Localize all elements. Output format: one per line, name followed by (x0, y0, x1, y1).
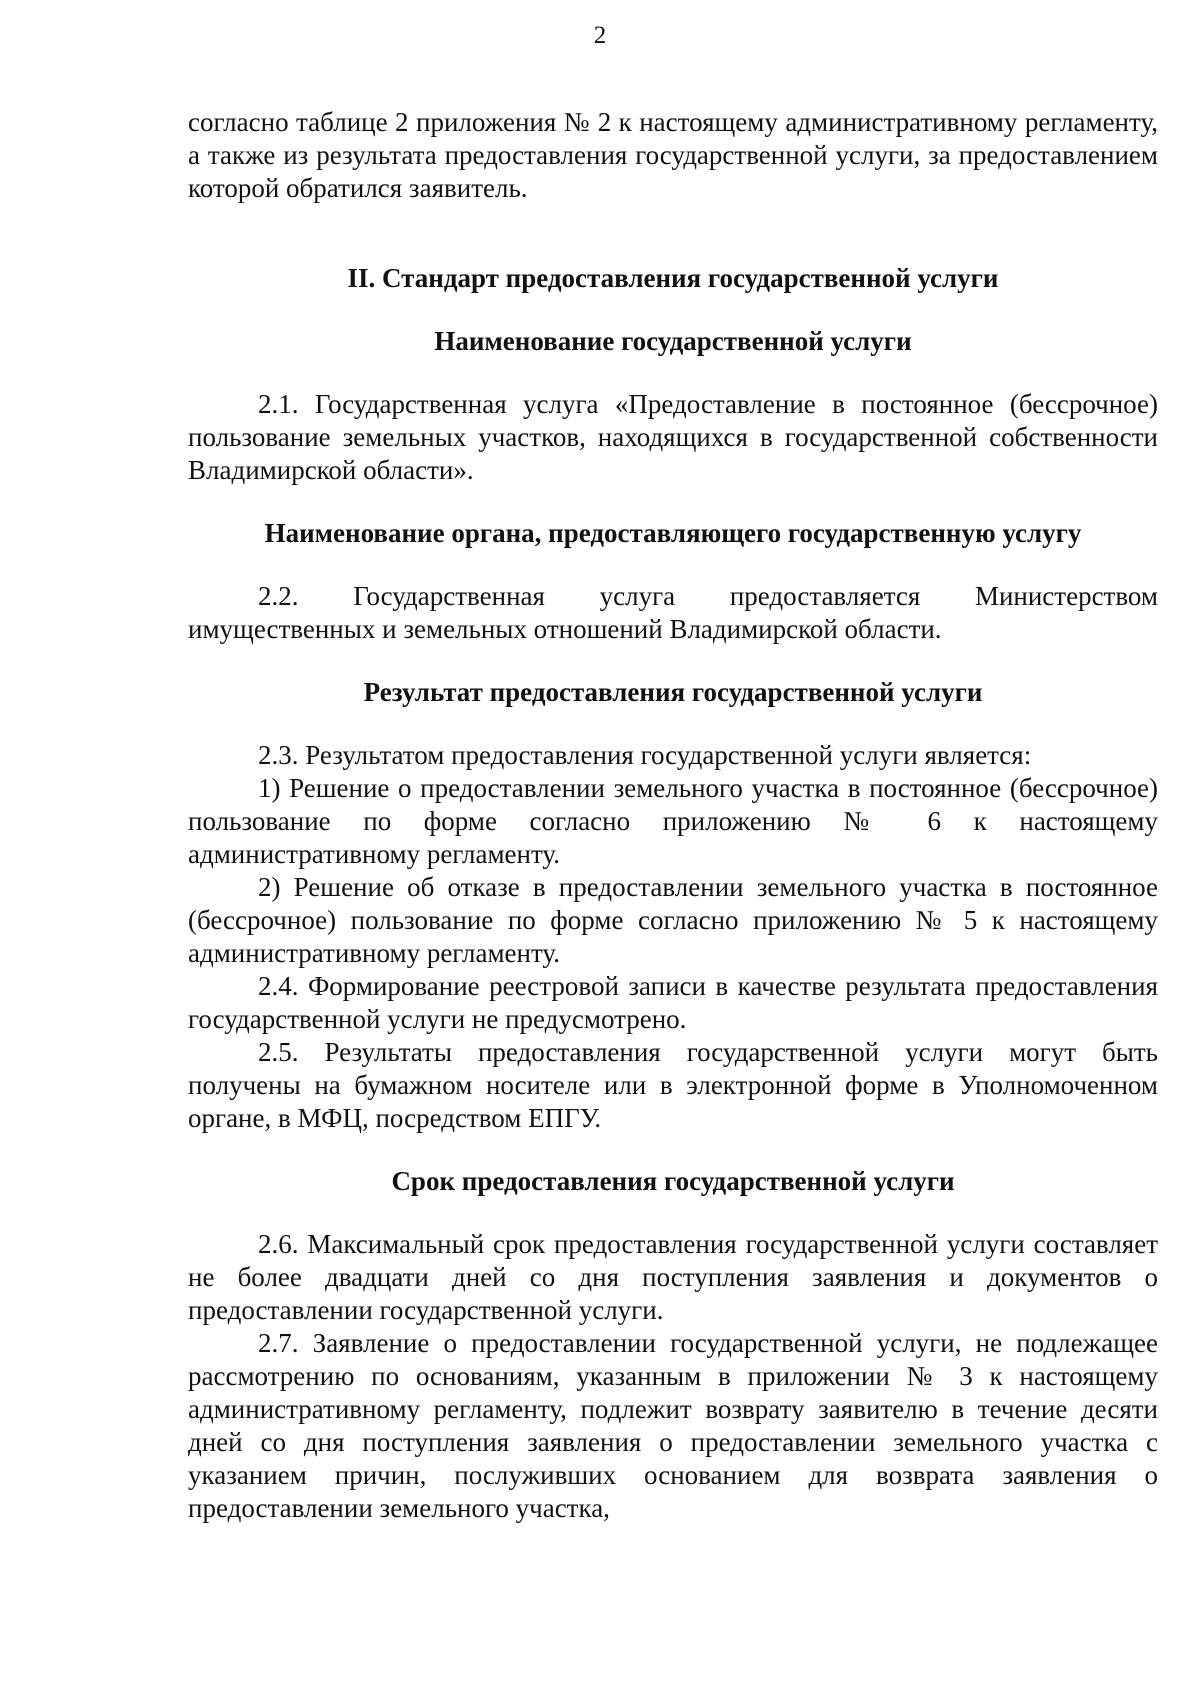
heading-result: Результат предоставления государственной услуги (363, 677, 983, 707)
paragraph-2-4: 2.4. Формирование реестровой записи в качестве результата предоставления государственной услуги не предусмотрено. (188, 971, 1158, 1034)
paragraph-2-3: 2.3. Результатом предоставления государственной услуги является: (258, 740, 1032, 770)
heading-term: Срок предоставления государственной услуги (391, 1166, 955, 1196)
paragraph-2-2: 2.2. Государственная услуга предоставляется Министерством имущественных и земельных отношений Владимирской области. (188, 581, 1158, 644)
intro-paragraph: согласно таблице 2 приложения № 2 к настоящему административному регламенту, а также из результата предоставления государственной услуги, за предоставлением которой обратился заявитель. (188, 107, 1158, 203)
heading-authority: Наименование органа, предоставляющего государственную услугу (264, 518, 1082, 548)
heading-service-name: Наименование государственной услуги (434, 326, 912, 356)
paragraph-2-5: 2.5. Результаты предоставления государственной услуги могут быть получены на бумажном носителе или в электронной форме в Уполномоченном органе, в МФЦ, посредством ЕПГУ. (188, 1037, 1158, 1133)
paragraph-2-3-item-1: 1) Решение о предоставлении земельного участка в постоянное (бессрочное) пользование по форме согласно приложению № 6 к настоящему административному регламенту. (188, 773, 1158, 869)
page-number: 2 (593, 22, 607, 49)
paragraph-2-3-item-2: 2) Решение об отказе в предоставлении земельного участка в постоянное (бессрочное) пользование по форме согласно приложению № 5 к настоящему административному регламенту. (188, 872, 1158, 968)
document-body (188, 106, 1158, 1525)
paragraph-2-7: 2.7. Заявление о предоставлении государственной услуги, не подлежащее рассмотрению по основаниям, указанным в приложении № 3 к настоящему административному регламенту, подлежит возврату заявителю в течение десяти дней со дня поступления заявления о предоставлении земельного участка с указанием причин, послуживших основанием для возврата заявления о предоставлении земельного участка, (188, 1328, 1158, 1523)
paragraph-2-1: 2.1. Государственная услуга «Предоставление в постоянное (бессрочное) пользование земельных участков, находящихся в государственной собственности Владимирской области». (188, 389, 1158, 485)
paragraph-2-6: 2.6. Максимальный срок предоставления государственной услуги составляет не более двадцати дней со дня поступления заявления и документов о предоставлении государственной услуги. (188, 1229, 1158, 1325)
section-title: II. Стандарт предоставления государственной услуги (347, 263, 999, 293)
